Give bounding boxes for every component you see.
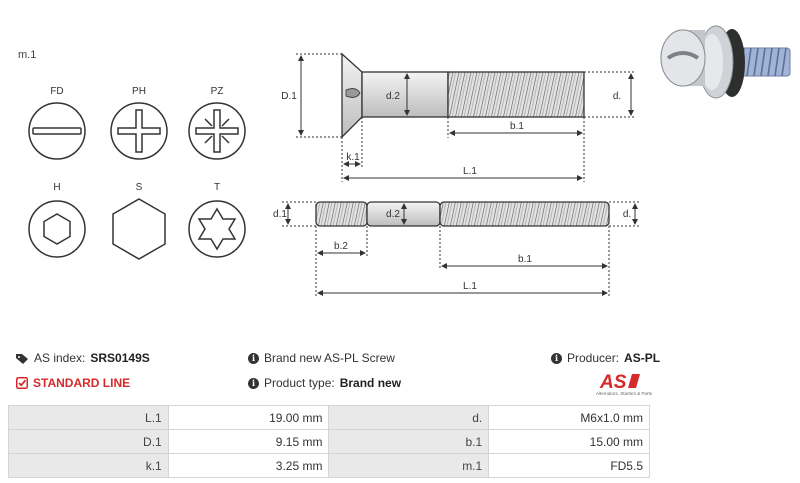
spec-key: k.1 bbox=[9, 454, 169, 478]
product-description: Brand new AS-PL Screw bbox=[264, 351, 395, 365]
svg-text:AS: AS bbox=[600, 372, 627, 391]
dim-label-d1: d.1 bbox=[273, 209, 287, 220]
info-icon: i bbox=[248, 378, 259, 389]
as-index-value: SRS0149S bbox=[90, 351, 150, 365]
standard-line-row bbox=[16, 376, 130, 390]
info-icon: i bbox=[248, 353, 259, 364]
table-row bbox=[9, 430, 650, 454]
dim-label-d-stud: d. bbox=[622, 209, 632, 220]
product-type-label: Product type: bbox=[264, 376, 335, 390]
hex-head-icon bbox=[113, 199, 165, 259]
drive-label-ph: PH bbox=[132, 86, 146, 97]
phillips-cross-icon bbox=[111, 103, 167, 159]
specs-table bbox=[8, 405, 650, 478]
producer-value: AS-PL bbox=[624, 351, 661, 365]
drive-label-h: H bbox=[53, 182, 61, 193]
checkbox-checked-icon bbox=[16, 377, 28, 389]
hex-socket-icon bbox=[29, 201, 85, 257]
spec-key: b.1 bbox=[329, 430, 489, 454]
pozidriv-cross-icon bbox=[189, 103, 245, 159]
head-label: m.1 bbox=[18, 49, 37, 61]
flat-slot-icon bbox=[29, 103, 85, 159]
spec-value: 3.25 mm bbox=[168, 454, 329, 478]
drive-label-fd: FD bbox=[50, 86, 64, 97]
product-type-value: Brand new bbox=[339, 376, 402, 390]
spec-key: m.1 bbox=[329, 454, 489, 478]
as-index-label: AS index: bbox=[34, 351, 86, 365]
as-pl-logo bbox=[590, 371, 652, 399]
dim-label-b1: b.1 bbox=[510, 121, 524, 132]
product-type-row bbox=[248, 376, 401, 390]
product-photo bbox=[661, 26, 790, 98]
tag-icon bbox=[16, 353, 29, 364]
dim-label-L1-stud: L.1 bbox=[463, 281, 477, 292]
standard-line-label: STANDARD LINE bbox=[33, 376, 131, 390]
spec-value: 19.00 mm bbox=[168, 406, 329, 430]
dim-label-d2-stud: d.2 bbox=[386, 209, 400, 220]
torx-star-icon bbox=[189, 201, 245, 257]
dim-label-d2: d.2 bbox=[386, 91, 400, 102]
spec-key: L.1 bbox=[9, 406, 169, 430]
producer-label: Producer: bbox=[567, 351, 620, 365]
dim-label-b1-stud: b.1 bbox=[518, 254, 532, 265]
spec-value: FD5.5 bbox=[489, 454, 650, 478]
info-icon: i bbox=[551, 353, 562, 364]
spec-value: 9.15 mm bbox=[168, 430, 329, 454]
logo-mark bbox=[590, 371, 652, 391]
dim-label-d: d. bbox=[612, 91, 622, 102]
dim-label-L1: L.1 bbox=[463, 166, 477, 177]
logo-tagline: Alternators, Starters & Parts bbox=[596, 391, 653, 396]
spec-key: d. bbox=[329, 406, 489, 430]
stud-drawing bbox=[316, 202, 609, 226]
spec-value: 15.00 mm bbox=[489, 430, 650, 454]
table-row bbox=[9, 406, 650, 430]
drive-label-t: T bbox=[213, 182, 221, 193]
as-index-row bbox=[16, 351, 150, 365]
drive-label-pz: PZ bbox=[210, 86, 224, 97]
description-row bbox=[248, 351, 395, 365]
table-row bbox=[9, 454, 650, 478]
countersunk-screw-drawing bbox=[342, 54, 584, 137]
dim-label-D1: D.1 bbox=[281, 91, 297, 102]
dim-label-b2: b.2 bbox=[334, 241, 348, 252]
dim-label-k1: k.1 bbox=[346, 152, 360, 163]
producer-row bbox=[551, 351, 660, 365]
drive-label-s: S bbox=[135, 182, 143, 193]
spec-key: D.1 bbox=[9, 430, 169, 454]
spec-value: M6x1.0 mm bbox=[489, 406, 650, 430]
